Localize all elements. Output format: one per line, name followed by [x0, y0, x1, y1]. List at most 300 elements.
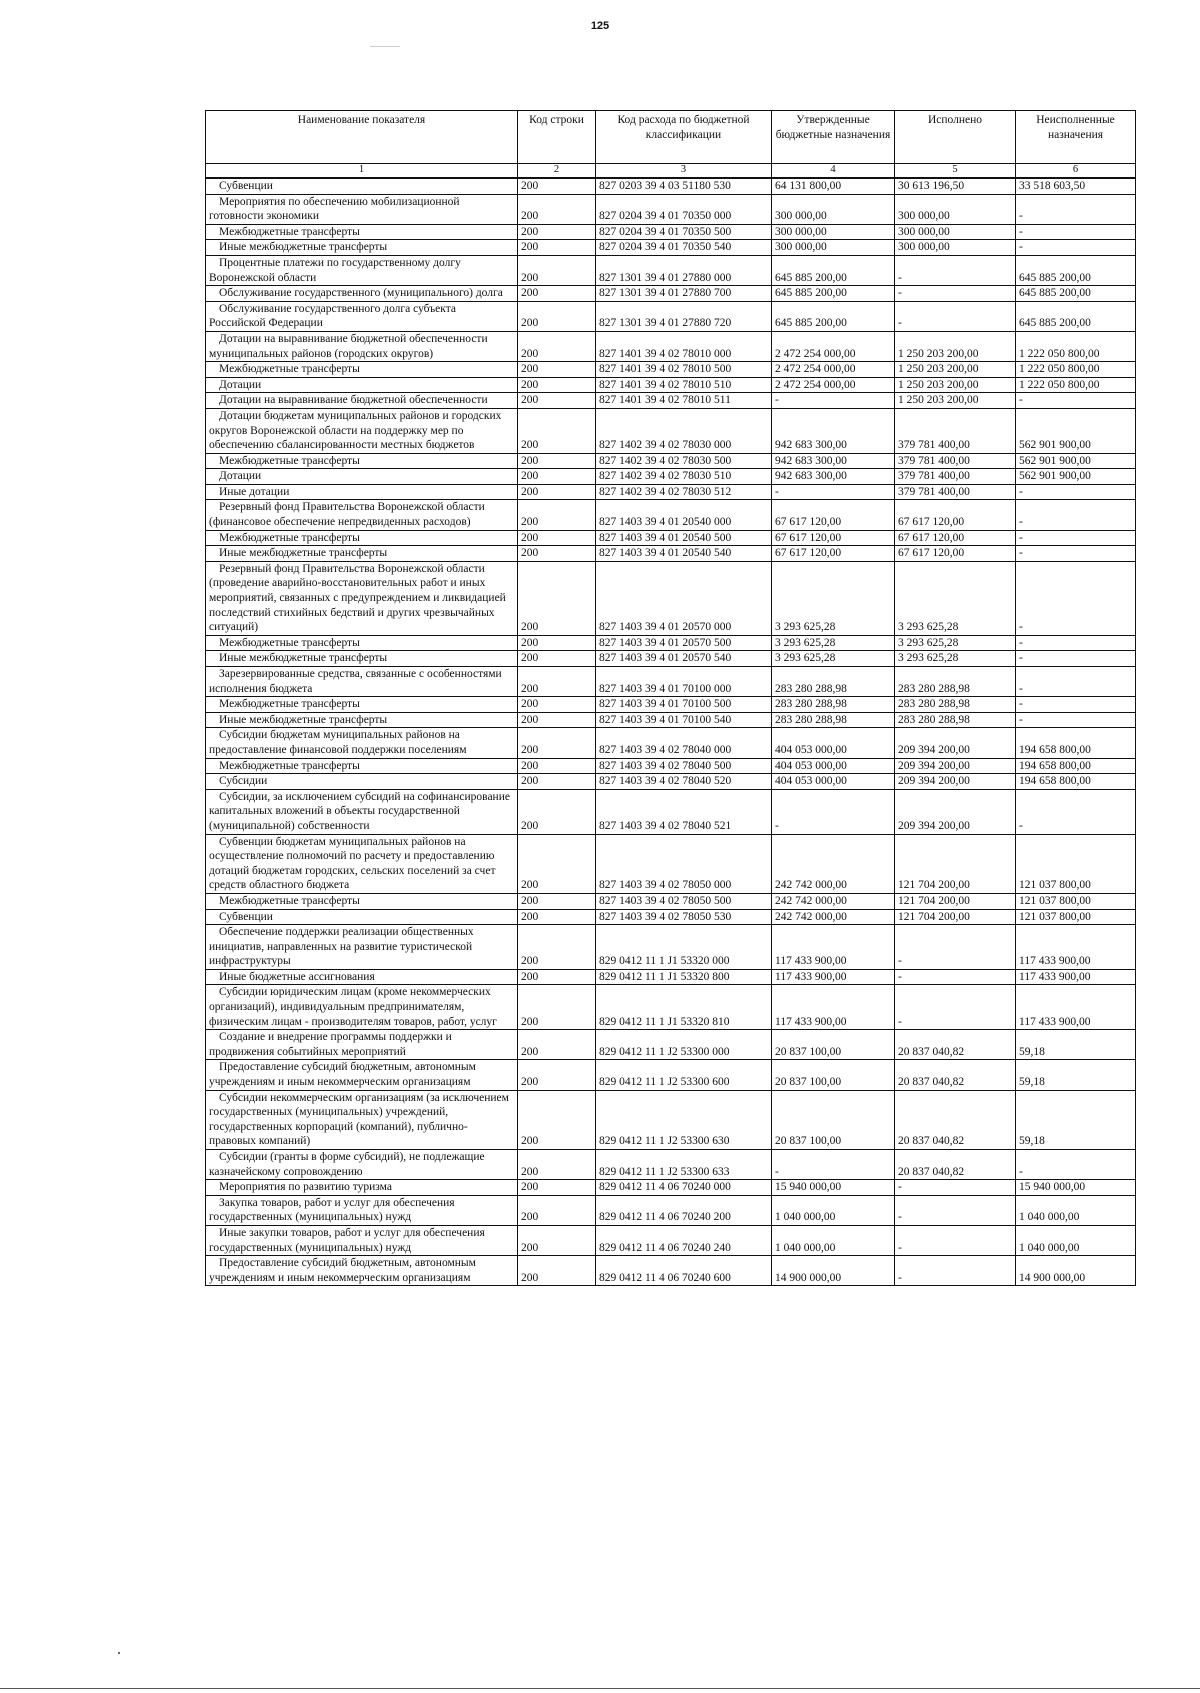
row-unexecuted: -: [1016, 667, 1136, 697]
column-number: 3: [596, 164, 772, 179]
table-row: [206, 224, 1136, 240]
table-row: [206, 985, 1136, 1030]
row-executed: 1 250 203 200,00: [895, 393, 1016, 409]
row-approved: 645 885 200,00: [772, 301, 895, 331]
row-name: Межбюджетные трансферты: [206, 530, 518, 546]
row-approved: 117 433 900,00: [772, 985, 895, 1030]
row-classification-code: 829 0412 11 1 J2 53300 630: [596, 1090, 772, 1149]
row-classification-code: 827 1402 39 4 02 78030 512: [596, 484, 772, 500]
table-body: [206, 178, 1136, 1286]
row-line-code: 200: [518, 1030, 596, 1060]
table-row: [206, 834, 1136, 893]
table-row: [206, 635, 1136, 651]
row-executed: 300 000,00: [895, 224, 1016, 240]
row-classification-code: 827 1403 39 4 02 78050 500: [596, 893, 772, 909]
row-unexecuted: -: [1016, 194, 1136, 224]
row-unexecuted: 194 658 800,00: [1016, 728, 1136, 758]
row-name: Резервный фонд Правительства Воронежской области (финансовое обеспечение непредвиденных расходов): [206, 500, 518, 530]
row-approved: 645 885 200,00: [772, 255, 895, 285]
row-executed: 1 250 203 200,00: [895, 377, 1016, 393]
row-name: Дотации: [206, 377, 518, 393]
table-row: [206, 697, 1136, 713]
row-unexecuted: -: [1016, 651, 1136, 667]
row-classification-code: 827 1401 39 4 02 78010 511: [596, 393, 772, 409]
row-line-code: 200: [518, 469, 596, 485]
row-classification-code: 827 1403 39 4 02 78040 000: [596, 728, 772, 758]
row-executed: -: [895, 1256, 1016, 1286]
table-row: [206, 1195, 1136, 1225]
row-approved: 67 617 120,00: [772, 530, 895, 546]
row-approved: 283 280 288,98: [772, 697, 895, 713]
row-unexecuted: -: [1016, 530, 1136, 546]
row-classification-code: 827 1403 39 4 01 70100 540: [596, 712, 772, 728]
row-approved: 14 900 000,00: [772, 1256, 895, 1286]
row-name: Субвенции: [206, 909, 518, 925]
row-executed: 3 293 625,28: [895, 561, 1016, 635]
row-name: Мероприятия по развитию туризма: [206, 1180, 518, 1196]
row-executed: 20 837 040,82: [895, 1030, 1016, 1060]
row-name: Межбюджетные трансферты: [206, 697, 518, 713]
row-approved: 2 472 254 000,00: [772, 362, 895, 378]
table-row: [206, 377, 1136, 393]
row-unexecuted: 59,18: [1016, 1030, 1136, 1060]
row-name: Субсидии: [206, 774, 518, 790]
row-unexecuted: 121 037 800,00: [1016, 909, 1136, 925]
row-unexecuted: -: [1016, 393, 1136, 409]
header-executed: Исполнено: [895, 111, 1016, 164]
row-unexecuted: 59,18: [1016, 1090, 1136, 1149]
row-line-code: 200: [518, 712, 596, 728]
scan-artifact: [118, 1652, 120, 1654]
row-name: Закупка товаров, работ и услуг для обеспечения государственных (муниципальных) нужд: [206, 1195, 518, 1225]
row-approved: 20 837 100,00: [772, 1060, 895, 1090]
row-name: Дотации на выравнивание бюджетной обеспеченности муниципальных районов (городских округов): [206, 331, 518, 361]
row-line-code: 200: [518, 484, 596, 500]
row-line-code: 200: [518, 728, 596, 758]
row-classification-code: 827 1403 39 4 02 78040 500: [596, 758, 772, 774]
row-unexecuted: -: [1016, 789, 1136, 834]
row-classification-code: 827 1403 39 4 02 78040 521: [596, 789, 772, 834]
row-unexecuted: 645 885 200,00: [1016, 286, 1136, 302]
row-classification-code: 827 1403 39 4 01 20570 000: [596, 561, 772, 635]
row-unexecuted: 645 885 200,00: [1016, 255, 1136, 285]
row-classification-code: 827 0204 39 4 01 70350 000: [596, 194, 772, 224]
table-row: [206, 651, 1136, 667]
row-line-code: 200: [518, 1180, 596, 1196]
row-line-code: 200: [518, 1256, 596, 1286]
row-executed: 121 704 200,00: [895, 909, 1016, 925]
row-executed: 3 293 625,28: [895, 635, 1016, 651]
row-name: Создание и внедрение программы поддержки и продвижения событийных мероприятий: [206, 1030, 518, 1060]
row-name: Предоставление субсидий бюджетным, автономным учреждениям и иным некоммерческим организациям: [206, 1256, 518, 1286]
row-unexecuted: 1 222 050 800,00: [1016, 362, 1136, 378]
table-row: [206, 893, 1136, 909]
page-number: 125: [590, 20, 610, 32]
table-row: [206, 1225, 1136, 1255]
row-approved: 3 293 625,28: [772, 561, 895, 635]
row-line-code: 200: [518, 301, 596, 331]
row-name: Иные межбюджетные трансферты: [206, 240, 518, 256]
row-name: Иные межбюджетные трансферты: [206, 712, 518, 728]
row-unexecuted: 562 901 900,00: [1016, 469, 1136, 485]
row-name: Межбюджетные трансферты: [206, 635, 518, 651]
row-approved: 283 280 288,98: [772, 712, 895, 728]
row-line-code: 200: [518, 697, 596, 713]
row-classification-code: 827 1403 39 4 01 20540 540: [596, 546, 772, 562]
row-unexecuted: 1 040 000,00: [1016, 1225, 1136, 1255]
row-unexecuted: -: [1016, 546, 1136, 562]
row-executed: 300 000,00: [895, 240, 1016, 256]
row-approved: 3 293 625,28: [772, 651, 895, 667]
row-name: Субсидии (гранты в форме субсидий), не подлежащие казначейскому сопровождению: [206, 1150, 518, 1180]
table-row: [206, 712, 1136, 728]
table-header: [206, 111, 1136, 179]
row-executed: -: [895, 286, 1016, 302]
row-approved: 20 837 100,00: [772, 1090, 895, 1149]
row-classification-code: 827 1403 39 4 01 70100 000: [596, 667, 772, 697]
row-name: Иные межбюджетные трансферты: [206, 546, 518, 562]
row-classification-code: 827 0203 39 4 03 51180 530: [596, 178, 772, 194]
row-approved: 242 742 000,00: [772, 834, 895, 893]
row-name: Межбюджетные трансферты: [206, 362, 518, 378]
column-number: 1: [206, 164, 518, 179]
column-number-row: [206, 164, 1136, 179]
header-name: Наименование показателя: [206, 111, 518, 164]
row-line-code: 200: [518, 377, 596, 393]
row-unexecuted: 33 518 603,50: [1016, 178, 1136, 194]
row-approved: 283 280 288,98: [772, 667, 895, 697]
row-approved: 117 433 900,00: [772, 969, 895, 985]
row-executed: 3 293 625,28: [895, 651, 1016, 667]
row-line-code: 200: [518, 635, 596, 651]
row-approved: 645 885 200,00: [772, 286, 895, 302]
row-line-code: 200: [518, 667, 596, 697]
row-executed: 1 250 203 200,00: [895, 362, 1016, 378]
row-approved: 404 053 000,00: [772, 728, 895, 758]
table-row: [206, 969, 1136, 985]
row-approved: 404 053 000,00: [772, 758, 895, 774]
row-unexecuted: 121 037 800,00: [1016, 893, 1136, 909]
row-classification-code: 829 0412 11 1 J1 53320 000: [596, 925, 772, 970]
row-line-code: 200: [518, 240, 596, 256]
row-name: Дотации бюджетам муниципальных районов и городских округов Воронежской области на поддержку мер по обеспечению сбалансированности местных бюджетов: [206, 408, 518, 453]
row-executed: -: [895, 1180, 1016, 1196]
table-row: [206, 774, 1136, 790]
table-row: [206, 408, 1136, 453]
row-line-code: 200: [518, 1090, 596, 1149]
row-classification-code: 827 1403 39 4 01 70100 500: [596, 697, 772, 713]
scan-artifact: [370, 46, 400, 47]
row-executed: 67 617 120,00: [895, 500, 1016, 530]
row-line-code: 200: [518, 286, 596, 302]
row-classification-code: 827 1401 39 4 02 78010 510: [596, 377, 772, 393]
row-line-code: 200: [518, 925, 596, 970]
row-approved: 15 940 000,00: [772, 1180, 895, 1196]
row-line-code: 200: [518, 909, 596, 925]
row-name: Субсидии некоммерческим организациям (за исключением государственных (муниципальных) учреждений, государственных корпораций (компаний), публично-правовых компаний): [206, 1090, 518, 1149]
row-classification-code: 827 1301 39 4 01 27880 000: [596, 255, 772, 285]
row-classification-code: 827 1402 39 4 02 78030 000: [596, 408, 772, 453]
table-row: [206, 362, 1136, 378]
row-line-code: 200: [518, 178, 596, 194]
row-classification-code: 827 1401 39 4 02 78010 000: [596, 331, 772, 361]
row-approved: 300 000,00: [772, 224, 895, 240]
table-row: [206, 925, 1136, 970]
row-unexecuted: 117 433 900,00: [1016, 925, 1136, 970]
row-executed: 1 250 203 200,00: [895, 331, 1016, 361]
row-classification-code: 827 1403 39 4 02 78050 000: [596, 834, 772, 893]
row-approved: -: [772, 393, 895, 409]
row-executed: 121 704 200,00: [895, 834, 1016, 893]
row-executed: 67 617 120,00: [895, 530, 1016, 546]
row-classification-code: 827 0204 39 4 01 70350 540: [596, 240, 772, 256]
row-line-code: 200: [518, 561, 596, 635]
row-unexecuted: -: [1016, 1150, 1136, 1180]
row-line-code: 200: [518, 1225, 596, 1255]
row-line-code: 200: [518, 834, 596, 893]
row-name: Обеспечение поддержки реализации общественных инициатив, направленных на развитие туристической инфраструктуры: [206, 925, 518, 970]
page-edge-line: [0, 1688, 1200, 1689]
row-name: Иные бюджетные ассигнования: [206, 969, 518, 985]
row-approved: 942 683 300,00: [772, 453, 895, 469]
row-unexecuted: 562 901 900,00: [1016, 408, 1136, 453]
row-unexecuted: -: [1016, 484, 1136, 500]
row-name: Межбюджетные трансферты: [206, 758, 518, 774]
row-line-code: 200: [518, 362, 596, 378]
row-line-code: 200: [518, 500, 596, 530]
row-line-code: 200: [518, 224, 596, 240]
table-row: [206, 255, 1136, 285]
row-unexecuted: 645 885 200,00: [1016, 301, 1136, 331]
row-line-code: 200: [518, 331, 596, 361]
row-approved: 242 742 000,00: [772, 893, 895, 909]
row-classification-code: 829 0412 11 4 06 70240 000: [596, 1180, 772, 1196]
table-row: [206, 286, 1136, 302]
row-executed: -: [895, 925, 1016, 970]
row-classification-code: 827 1403 39 4 01 20540 000: [596, 500, 772, 530]
row-executed: 379 781 400,00: [895, 453, 1016, 469]
table-row: [206, 178, 1136, 194]
row-line-code: 200: [518, 893, 596, 909]
row-line-code: 200: [518, 985, 596, 1030]
row-executed: 20 837 040,82: [895, 1090, 1016, 1149]
row-classification-code: 827 0204 39 4 01 70350 500: [596, 224, 772, 240]
row-unexecuted: 59,18: [1016, 1060, 1136, 1090]
row-executed: 209 394 200,00: [895, 758, 1016, 774]
row-name: Зарезервированные средства, связанные с особенностями исполнения бюджета: [206, 667, 518, 697]
table-row: [206, 546, 1136, 562]
row-unexecuted: 117 433 900,00: [1016, 969, 1136, 985]
row-unexecuted: -: [1016, 712, 1136, 728]
row-approved: 67 617 120,00: [772, 500, 895, 530]
row-classification-code: 827 1403 39 4 01 20540 500: [596, 530, 772, 546]
column-number: 2: [518, 164, 596, 179]
row-approved: -: [772, 1150, 895, 1180]
table-row: [206, 789, 1136, 834]
row-name: Субвенции: [206, 178, 518, 194]
row-name: Обслуживание государственного (муниципального) долга: [206, 286, 518, 302]
table-row: [206, 469, 1136, 485]
header-unexecuted: Неисполненные назначения: [1016, 111, 1136, 164]
row-unexecuted: 194 658 800,00: [1016, 774, 1136, 790]
row-executed: 209 394 200,00: [895, 774, 1016, 790]
row-name: Межбюджетные трансферты: [206, 224, 518, 240]
table-row: [206, 194, 1136, 224]
row-name: Резервный фонд Правительства Воронежской области (проведение аварийно-восстановительных работ и иных мероприятий, связанных с предупреждением и ликвидацией последствий стихийных бедствий и других чрезвычайных ситуаций): [206, 561, 518, 635]
table-row: [206, 453, 1136, 469]
row-classification-code: 827 1403 39 4 02 78040 520: [596, 774, 772, 790]
row-line-code: 200: [518, 194, 596, 224]
row-name: Межбюджетные трансферты: [206, 893, 518, 909]
row-name: Дотации на выравнивание бюджетной обеспеченности: [206, 393, 518, 409]
table-row: [206, 561, 1136, 635]
header-classification-code: Код расхода по бюджетной классификации: [596, 111, 772, 164]
row-classification-code: 827 1403 39 4 02 78050 530: [596, 909, 772, 925]
row-name: Процентные платежи по государственному долгу Воронежской области: [206, 255, 518, 285]
row-approved: 942 683 300,00: [772, 408, 895, 453]
row-classification-code: 827 1403 39 4 01 20570 500: [596, 635, 772, 651]
row-line-code: 200: [518, 408, 596, 453]
row-classification-code: 829 0412 11 4 06 70240 200: [596, 1195, 772, 1225]
table-row: [206, 1180, 1136, 1196]
row-classification-code: 827 1403 39 4 01 20570 540: [596, 651, 772, 667]
row-approved: 242 742 000,00: [772, 909, 895, 925]
row-line-code: 200: [518, 789, 596, 834]
row-line-code: 200: [518, 1195, 596, 1225]
row-executed: 20 837 040,82: [895, 1060, 1016, 1090]
row-line-code: 200: [518, 758, 596, 774]
row-executed: -: [895, 301, 1016, 331]
table-row: [206, 1060, 1136, 1090]
row-classification-code: 827 1301 39 4 01 27880 700: [596, 286, 772, 302]
table-row: [206, 331, 1136, 361]
row-line-code: 200: [518, 453, 596, 469]
row-approved: 2 472 254 000,00: [772, 377, 895, 393]
row-name: Обслуживание государственного долга субъекта Российской Федерации: [206, 301, 518, 331]
row-classification-code: 829 0412 11 1 J2 53300 000: [596, 1030, 772, 1060]
row-executed: -: [895, 1195, 1016, 1225]
row-executed: 379 781 400,00: [895, 484, 1016, 500]
table-row: [206, 240, 1136, 256]
row-unexecuted: 194 658 800,00: [1016, 758, 1136, 774]
row-name: Иные закупки товаров, работ и услуг для обеспечения государственных (муниципальных) нужд: [206, 1225, 518, 1255]
row-executed: 283 280 288,98: [895, 712, 1016, 728]
row-line-code: 200: [518, 393, 596, 409]
table-row: [206, 1256, 1136, 1286]
table-row: [206, 484, 1136, 500]
row-line-code: 200: [518, 255, 596, 285]
table-row: [206, 500, 1136, 530]
row-approved: 20 837 100,00: [772, 1030, 895, 1060]
row-name: Субсидии юридическим лицам (кроме некоммерческих организаций), индивидуальным предпринимателям, физическим лицам - производителям товаров, работ, услуг: [206, 985, 518, 1030]
row-unexecuted: 117 433 900,00: [1016, 985, 1136, 1030]
row-approved: 2 472 254 000,00: [772, 331, 895, 361]
row-executed: 283 280 288,98: [895, 667, 1016, 697]
row-approved: 300 000,00: [772, 240, 895, 256]
row-executed: 20 837 040,82: [895, 1150, 1016, 1180]
row-name: Иные межбюджетные трансферты: [206, 651, 518, 667]
row-classification-code: 827 1301 39 4 01 27880 720: [596, 301, 772, 331]
row-executed: -: [895, 1225, 1016, 1255]
table-row: [206, 909, 1136, 925]
row-executed: 67 617 120,00: [895, 546, 1016, 562]
table-row: [206, 1090, 1136, 1149]
row-line-code: 200: [518, 651, 596, 667]
row-name: Субсидии бюджетам муниципальных районов на предоставление финансовой поддержки поселениям: [206, 728, 518, 758]
column-number: 4: [772, 164, 895, 179]
row-unexecuted: 562 901 900,00: [1016, 453, 1136, 469]
row-unexecuted: -: [1016, 697, 1136, 713]
row-classification-code: 827 1401 39 4 02 78010 500: [596, 362, 772, 378]
row-classification-code: 827 1402 39 4 02 78030 510: [596, 469, 772, 485]
table-row: [206, 393, 1136, 409]
row-executed: -: [895, 969, 1016, 985]
row-unexecuted: -: [1016, 240, 1136, 256]
row-executed: 209 394 200,00: [895, 728, 1016, 758]
budget-execution-table: [205, 110, 1136, 1286]
row-executed: -: [895, 255, 1016, 285]
row-classification-code: 827 1402 39 4 02 78030 500: [596, 453, 772, 469]
row-approved: 1 040 000,00: [772, 1225, 895, 1255]
row-unexecuted: 1 222 050 800,00: [1016, 377, 1136, 393]
table-row: [206, 667, 1136, 697]
row-approved: 300 000,00: [772, 194, 895, 224]
row-line-code: 200: [518, 546, 596, 562]
row-approved: 3 293 625,28: [772, 635, 895, 651]
row-name: Субсидии, за исключением субсидий на софинансирование капитальных вложений в объекты государственной (муниципальной) собственности: [206, 789, 518, 834]
row-approved: 64 131 800,00: [772, 178, 895, 194]
row-unexecuted: 1 222 050 800,00: [1016, 331, 1136, 361]
row-classification-code: 829 0412 11 1 J1 53320 810: [596, 985, 772, 1030]
row-approved: 1 040 000,00: [772, 1195, 895, 1225]
table-row: [206, 1030, 1136, 1060]
row-approved: 942 683 300,00: [772, 469, 895, 485]
row-approved: 67 617 120,00: [772, 546, 895, 562]
row-executed: 30 613 196,50: [895, 178, 1016, 194]
table-row: [206, 728, 1136, 758]
column-number: 5: [895, 164, 1016, 179]
row-executed: 379 781 400,00: [895, 469, 1016, 485]
row-executed: 121 704 200,00: [895, 893, 1016, 909]
row-executed: 209 394 200,00: [895, 789, 1016, 834]
row-line-code: 200: [518, 774, 596, 790]
row-name: Дотации: [206, 469, 518, 485]
row-unexecuted: -: [1016, 224, 1136, 240]
row-unexecuted: -: [1016, 561, 1136, 635]
table-row: [206, 758, 1136, 774]
row-line-code: 200: [518, 1150, 596, 1180]
row-name: Иные дотации: [206, 484, 518, 500]
row-approved: -: [772, 789, 895, 834]
row-approved: -: [772, 484, 895, 500]
table-row: [206, 530, 1136, 546]
row-executed: -: [895, 985, 1016, 1030]
table-row: [206, 301, 1136, 331]
row-line-code: 200: [518, 1060, 596, 1090]
row-name: Субвенции бюджетам муниципальных районов на осуществление полномочий по расчету и предоставлению дотаций бюджетам городских, сельских поселений за счет средств областного бюджета: [206, 834, 518, 893]
row-unexecuted: -: [1016, 635, 1136, 651]
row-name: Межбюджетные трансферты: [206, 453, 518, 469]
row-executed: 300 000,00: [895, 194, 1016, 224]
row-name: Мероприятия по обеспечению мобилизационной готовности экономики: [206, 194, 518, 224]
row-unexecuted: 15 940 000,00: [1016, 1180, 1136, 1196]
row-classification-code: 829 0412 11 1 J1 53320 800: [596, 969, 772, 985]
row-classification-code: 829 0412 11 1 J2 53300 633: [596, 1150, 772, 1180]
row-unexecuted: 121 037 800,00: [1016, 834, 1136, 893]
row-classification-code: 829 0412 11 1 J2 53300 600: [596, 1060, 772, 1090]
row-line-code: 200: [518, 530, 596, 546]
row-unexecuted: 1 040 000,00: [1016, 1195, 1136, 1225]
